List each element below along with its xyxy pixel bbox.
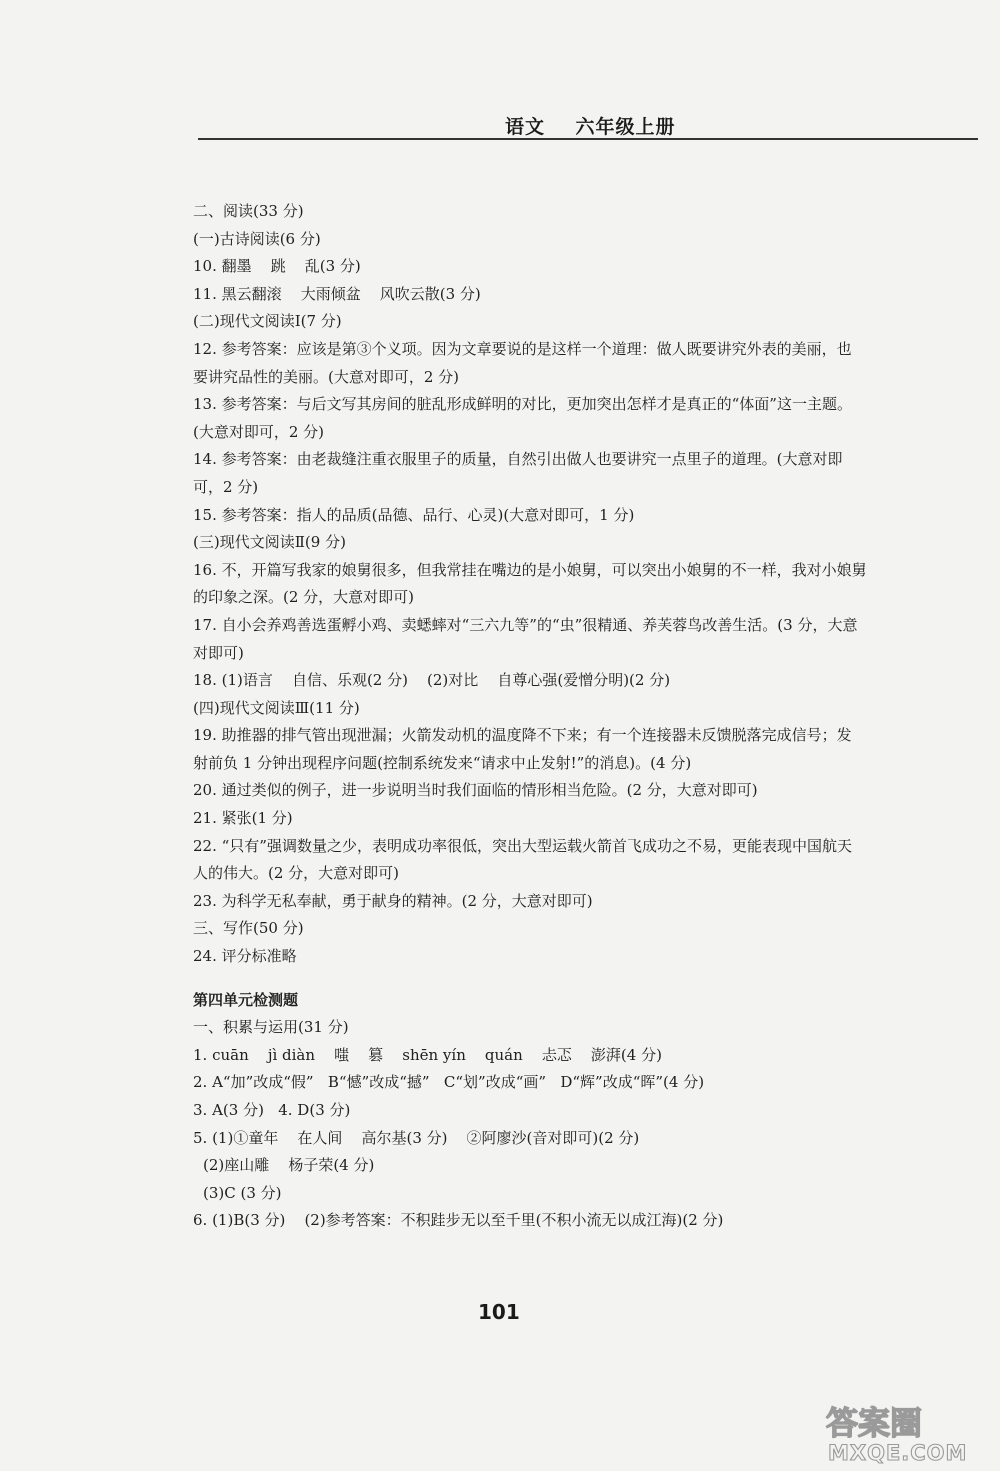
answer-line: 的印象之深。(2 分，大意对即可) [193, 588, 415, 607]
page-number: 101 [478, 1300, 520, 1324]
answer-line: 1. cuān jì diàn 嗤 篡 shēn yín quán 忐忑 澎湃(4 分) [193, 1045, 662, 1064]
answer-line: (大意对即可，2 分) [193, 422, 325, 441]
answer-line: 20. 通过类似的例子，进一步说明当时我们面临的情形相当危险。(2 分，大意对即可) [193, 781, 758, 800]
answer-line: 16. 不，开篇写我家的娘舅很多，但我常挂在嘴边的是小娘舅，可以突出小娘舅的不一样，我对小娘舅 [193, 560, 867, 579]
answer-line: (二)现代文阅读Ⅰ(7 分) [193, 312, 342, 331]
section-gap [193, 971, 953, 987]
answer-line: (2)座山雕 杨子荣(4 分) [203, 1156, 375, 1175]
header-rule [198, 138, 978, 140]
answer-line: (三)现代文阅读Ⅱ(9 分) [193, 533, 346, 552]
watermark-text-top: 答案圈 [826, 1404, 923, 1442]
answer-line: 14. 参考答案：由老裁缝注重衣服里子的质量，自然引出做人也要讲究一点里子的道理。(大意对即 [193, 450, 843, 469]
answer-line: 二、阅读(33 分) [193, 202, 304, 220]
answer-line: 一、积累与运用(31 分) [193, 1018, 349, 1037]
header-title: 语文 六年级上册 [505, 116, 676, 138]
answer-line: 11. 黑云翻滚 大雨倾盆 风吹云散(3 分) [193, 284, 481, 303]
answer-line: 23. 为科学无私奉献，勇于献身的精神。(2 分，大意对即可) [193, 891, 593, 910]
answer-line: (一)古诗阅读(6 分) [193, 229, 321, 248]
answer-line: 人的伟大。(2 分，大意对即可) [193, 864, 400, 883]
answer-line: 19. 助推器的排气管出现泄漏；火箭发动机的温度降不下来；有一个连接器未反馈脱落完成信号；发 [193, 726, 852, 745]
answer-line: 要讲究品性的美丽。(大意对即可，2 分) [193, 367, 460, 386]
answer-content [193, 198, 953, 1235]
watermark-logo [818, 1400, 988, 1464]
answer-line: (四)现代文阅读Ⅲ(11 分) [193, 698, 360, 717]
answer-line: 12. 参考答案：应该是第③个义项。因为文章要说的是这样一个道理：做人既要讲究外表的美丽，也 [193, 339, 852, 358]
answer-line: 3. A(3 分) 4. D(3 分) [193, 1101, 351, 1119]
answer-line: 17. 自小会养鸡善选蛋孵小鸡、卖蟋蟀对“三六九等”的“虫”很精通、养芙蓉鸟改善生活。(3 分，大意 [193, 615, 858, 634]
answer-line: 10. 翻墨 跳 乱(3 分) [193, 257, 361, 276]
answer-line: 可，2 分) [193, 477, 259, 496]
answer-line: 2. A“加”改成“假” B“憾”改成“撼” C“划”改成“画” D“辉”改成“晖”(4 分) [193, 1073, 705, 1092]
answer-line: 24. 评分标准略 [193, 947, 297, 966]
answer-line: 18. (1)语言 自信、乐观(2 分) (2)对比 自尊心强(爱憎分明)(2 分) [193, 671, 671, 690]
answer-line: (3)C (3 分) [203, 1183, 282, 1202]
answer-line: 5. (1)①童年 在人间 高尔基(3 分) ②阿廖沙(音对即可)(2 分) [193, 1128, 640, 1147]
section-title: 第四单元检测题 [193, 990, 299, 1009]
answer-line: 三、写作(50 分) [193, 919, 304, 938]
answer-line: 13. 参考答案：与后文写其房间的脏乱形成鲜明的对比，更加突出怎样才是真正的“体面”这一主题。 [193, 395, 852, 414]
watermark-text-bottom: MXQE.COM [828, 1441, 968, 1464]
answer-line: 21. 紧张(1 分) [193, 809, 293, 828]
answer-line: 6. (1)B(3 分) (2)参考答案：不积跬步无以至千里(不积小流无以成江海)(2 分) [193, 1211, 724, 1230]
answer-line: 15. 参考答案：指人的品质(品德、品行、心灵)(大意对即可，1 分) [193, 505, 635, 524]
answer-line: 22. “只有”强调数量之少，表明成功率很低，突出大型运载火箭首飞成功之不易，更能表现中国航天 [193, 836, 852, 855]
answer-line: 对即可) [193, 643, 244, 662]
answer-line: 射前负 1 分钟出现程序问题(控制系统发来“请求中止发射!”的消息)。(4 分) [193, 753, 692, 772]
